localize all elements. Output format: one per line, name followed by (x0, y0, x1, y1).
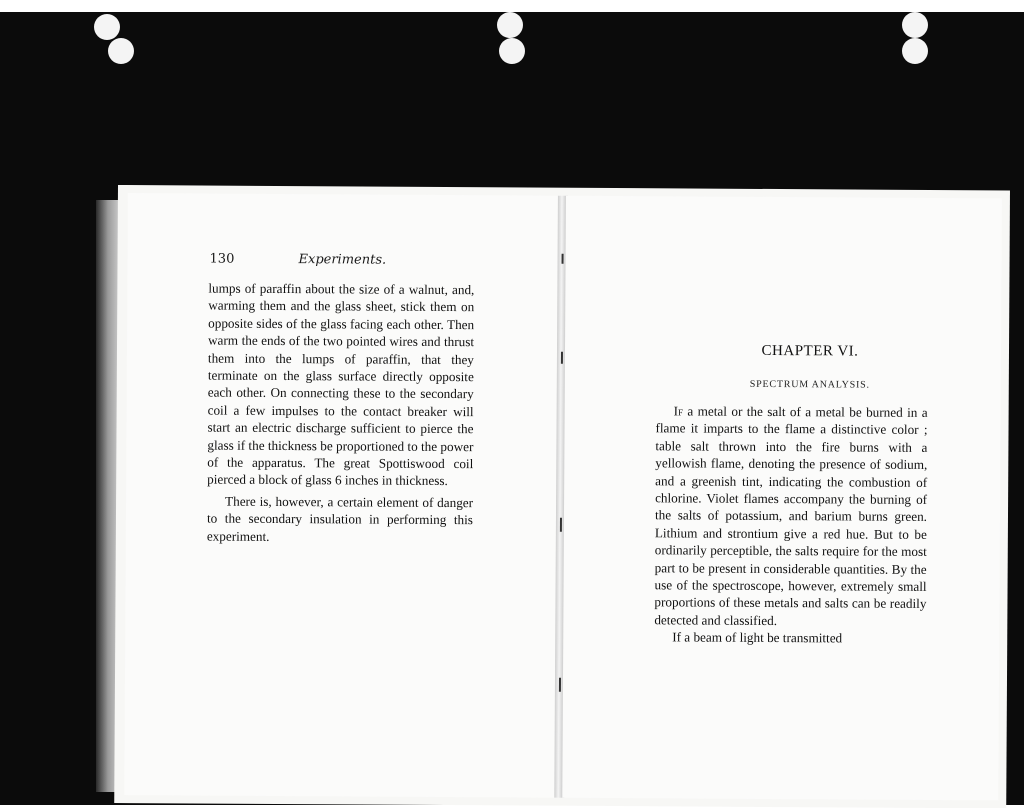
punch-hole (108, 38, 134, 64)
page-header (210, 252, 387, 268)
chapter-title: CHAPTER VI. (761, 342, 859, 360)
gutter-mark (559, 678, 561, 692)
dropcap-word: If (673, 403, 684, 419)
open-book (114, 185, 1010, 808)
punch-hole (902, 38, 928, 64)
gutter-mark (562, 254, 564, 264)
paragraph: There is, however, a certain element of danger to the secondary insulation in performing this experiment. (206, 493, 474, 544)
paragraph (654, 402, 927, 630)
paragraph-text: a metal or the salt of a metal be burned in a flame it imparts to the flame a distinctive color ; table salt thrown into the fire burns with a yellowish flame, denoting the presence of sodium, and a greenish tint, indicating the combustion of chlorine. Violet flames accompany the burning of the salts of potassium, and barium burns green. Lithium and strontium give a red hue. But to be ordinarily perceptible, the salts require for the most part to be present in considerable quantities. By the use of the spectroscope, however, extremely small proportions of these metals and salts can be readily detected and classified. (654, 403, 928, 628)
left-page (124, 193, 560, 798)
gutter-mark (561, 352, 563, 364)
paragraph: If a beam of light be transmitted (672, 629, 843, 646)
paragraph: lumps of paraffin about the size of a walnut, and, warming them and the glass sheet, stick them on opposite sides of the glass facing each other. Then warm the ends of the two pointed wires and thrust them into the lumps of paraffin, that they terminate on the glass surface directly opposite each other. On connecting these to the secondary coil a few impulses to the contact breaker will start an electric discharge sufficient to pierce the glass if the thickness be proportioned to the power of the apparatus. The great Spottiswood coil pierced a block of glass 6 inches in thickness. (207, 280, 475, 489)
right-page-body (654, 402, 927, 647)
running-head: Experiments. (298, 252, 387, 268)
right-page (562, 196, 1002, 801)
page-number: 130 (209, 251, 235, 267)
left-page-body (207, 280, 475, 547)
punch-hole (499, 38, 525, 64)
gutter-mark (560, 518, 562, 532)
section-title: SPECTRUM ANALYSIS. (749, 378, 870, 391)
punch-hole (94, 14, 120, 40)
punch-hole (497, 12, 523, 38)
punch-hole (902, 12, 928, 38)
